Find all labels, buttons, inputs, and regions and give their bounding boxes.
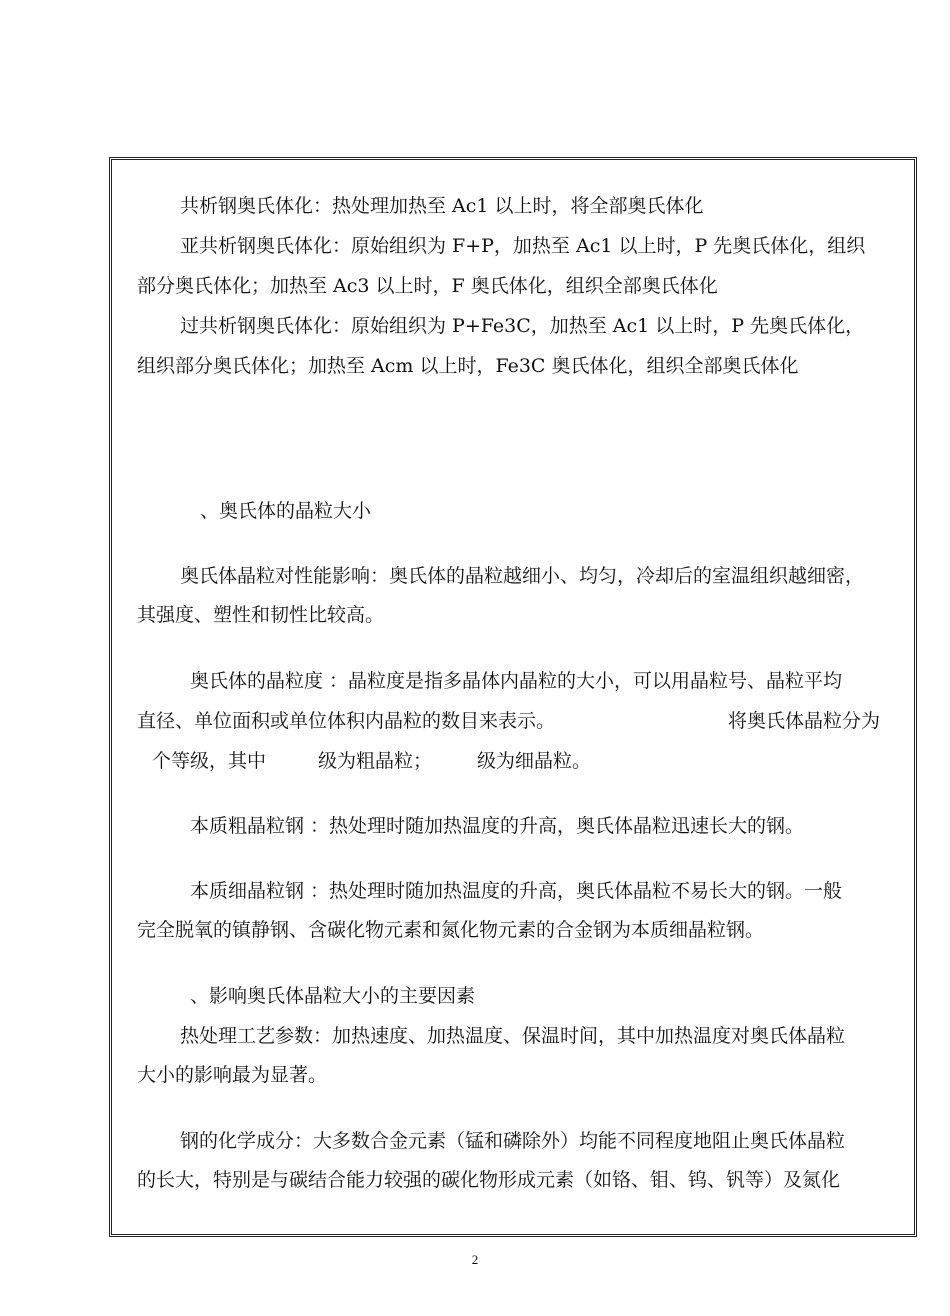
paragraph-grain-degree-line3a: 个等级，其中 (152, 750, 267, 772)
section-heading-factors: 、影响奥氏体晶粒大小的主要因素 (190, 985, 476, 1007)
paragraph-chemical-composition-line2: 的长大，特别是与碳结合能力较强的碳化物形成元素（如铬、钼、钨、钒等）及氮化 (137, 1169, 841, 1191)
page-number: 2 (471, 1252, 479, 1267)
paragraph-grain-degree-line3c: 级为细晶粒。 (477, 750, 592, 772)
section-heading-grain-size: 、奥氏体的晶粒大小 (200, 500, 372, 522)
paragraph-hypereutectoid-line2: 组织部分奥氏体化；加热至 Acm 以上时，Fe3C 奥氏体化，组织全部奥氏体化 (137, 355, 799, 377)
paragraph-hypoeutectoid-line1: 亚共析钢奥氏体化：原始组织为 F+P，加热至 Ac1 以上时，P 先奥氏体化，组织 (180, 235, 866, 257)
paragraph-grain-degree-line3b: 级为粗晶粒； (318, 750, 433, 772)
paragraph-eutectoid: 共析钢奥氏体化：热处理加热至 Ac1 以上时，将全部奥氏体化 (180, 195, 704, 217)
paragraph-grain-degree-line2a: 直径、单位面积或单位体积内晶粒的数目来表示。 (137, 710, 556, 732)
paragraph-hypereutectoid-line1: 过共析钢奥氏体化：原始组织为 P+Fe3C，加热至 Ac1 以上时，P 先奥氏体化， (180, 315, 865, 337)
paragraph-chemical-composition-line1: 钢的化学成分：大多数合金元素（锰和磷除外）均能不同程度地阻止奥氏体晶粒 (180, 1130, 846, 1152)
paragraph-coarse-grain-steel: 本质粗晶粒钢 ：热处理时随加热温度的升高，奥氏体晶粒迅速长大的钢。 (190, 815, 805, 837)
paragraph-fine-grain-steel-line1: 本质细晶粒钢 ：热处理时随加热温度的升高，奥氏体晶粒不易长大的钢。一般 (190, 880, 843, 902)
paragraph-grain-degree-line2b: 将奥氏体晶粒分为 (728, 710, 881, 732)
paragraph-fine-grain-steel-line2: 完全脱氧的镇静钢、含碳化物元素和氮化物元素的合金钢为本质细晶粒钢。 (137, 919, 765, 941)
paragraph-process-params-line2: 大小的影响最为显著。 (137, 1064, 328, 1086)
paragraph-process-params-line1: 热处理工艺参数：加热速度、加热温度、保温时间，其中加热温度对奥氏体晶粒 (180, 1025, 846, 1047)
paragraph-grain-degree-line1: 奥氏体的晶粒度 ：晶粒度是指多晶体内晶粒的大小，可以用晶粒号、晶粒平均 (190, 670, 843, 692)
paragraph-hypoeutectoid-line2: 部分奥氏体化；加热至 Ac3 以上时，F 奥氏体化，组织全部奥氏体化 (137, 275, 718, 297)
paragraph-grain-effect-line1: 奥氏体晶粒对性能影响：奥氏体的晶粒越细小、均匀，冷却后的室温组织越细密， (180, 565, 865, 587)
paragraph-grain-effect-line2: 其强度、塑性和韧性比较高。 (137, 604, 385, 626)
